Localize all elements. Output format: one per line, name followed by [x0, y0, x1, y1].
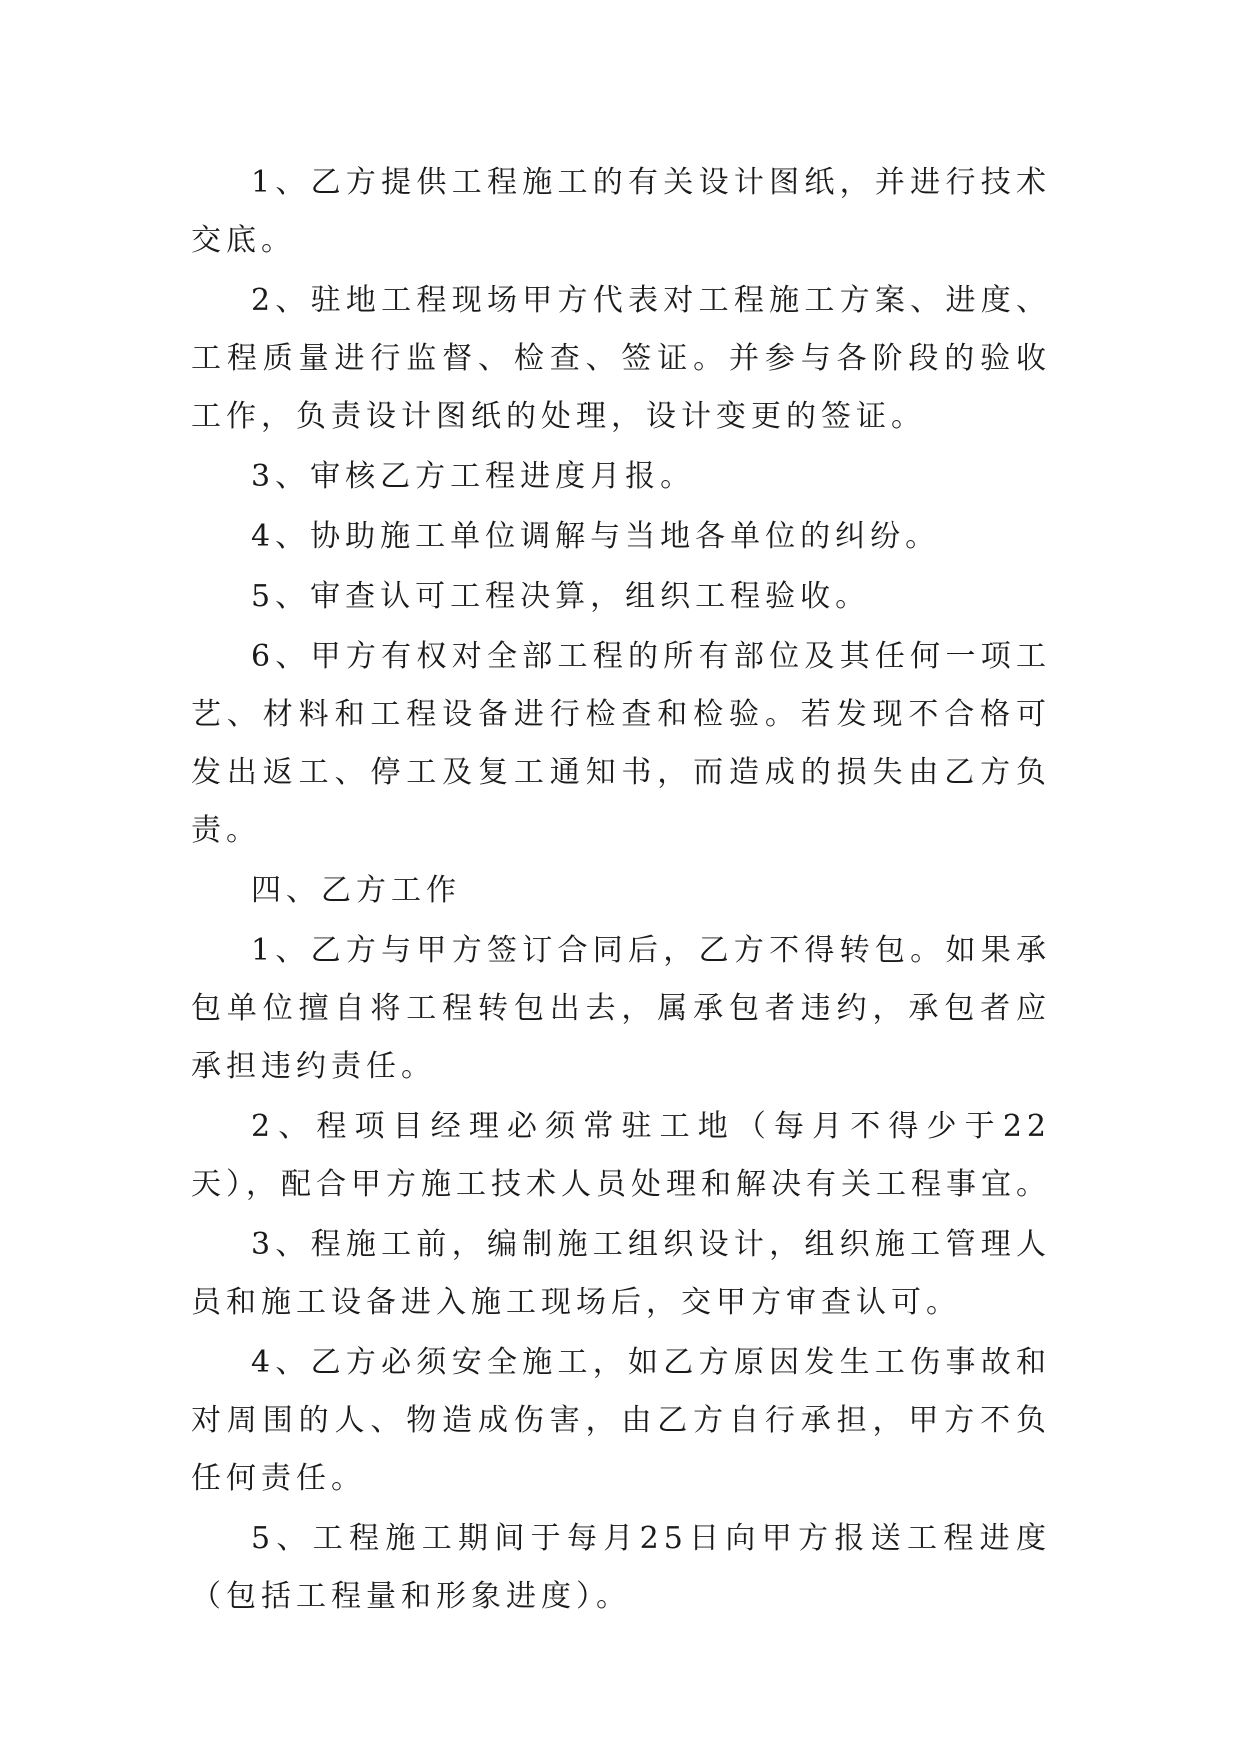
paragraph-7: 1、乙方与甲方签订合同后，乙方不得转包。如果承包单位擅自将工程转包出去，属承包者违约，承包者应承担违约责任。 [191, 933, 1051, 1084]
document-body [191, 154, 1051, 1628]
paragraph-3: 3、审核乙方工程进度月报。 [251, 459, 696, 494]
paragraph-4: 4、协助施工单位调解与当地各单位的纠纷。 [251, 519, 941, 554]
paragraph-11: 5、工程施工期间于每月25日向甲方报送工程进度（包括工程量和形象进度）。 [191, 1521, 1051, 1614]
paragraph-5: 5、审查认可工程决算，组织工程验收。 [251, 579, 871, 614]
paragraph-8: 2、程项目经理必须常驻工地（每月不得少于22天），配合甲方施工技术人员处理和解决有关工程事宜。 [191, 1109, 1051, 1202]
paragraph-9: 3、程施工前，编制施工组织设计，组织施工管理人员和施工设备进入施工现场后，交甲方审查认可。 [191, 1227, 1051, 1320]
paragraph-6: 6、甲方有权对全部工程的所有部位及其任何一项工艺、材料和工程设备进行检查和检验。若发现不合格可发出返工、停工及复工通知书，而造成的损失由乙方负责。 [191, 639, 1051, 848]
paragraph-2: 2、驻地工程现场甲方代表对工程施工方案、进度、工程质量进行监督、检查、签证。并参与各阶段的验收工作，负责设计图纸的处理，设计变更的签证。 [191, 283, 1051, 434]
paragraph-10: 4、乙方必须安全施工，如乙方原因发生工伤事故和对周围的人、物造成伤害，由乙方自行承担，甲方不负任何责任。 [191, 1345, 1051, 1496]
section-heading: 四、乙方工作 [251, 873, 461, 908]
paragraph-1: 1、乙方提供工程施工的有关设计图纸，并进行技术交底。 [191, 165, 1051, 258]
